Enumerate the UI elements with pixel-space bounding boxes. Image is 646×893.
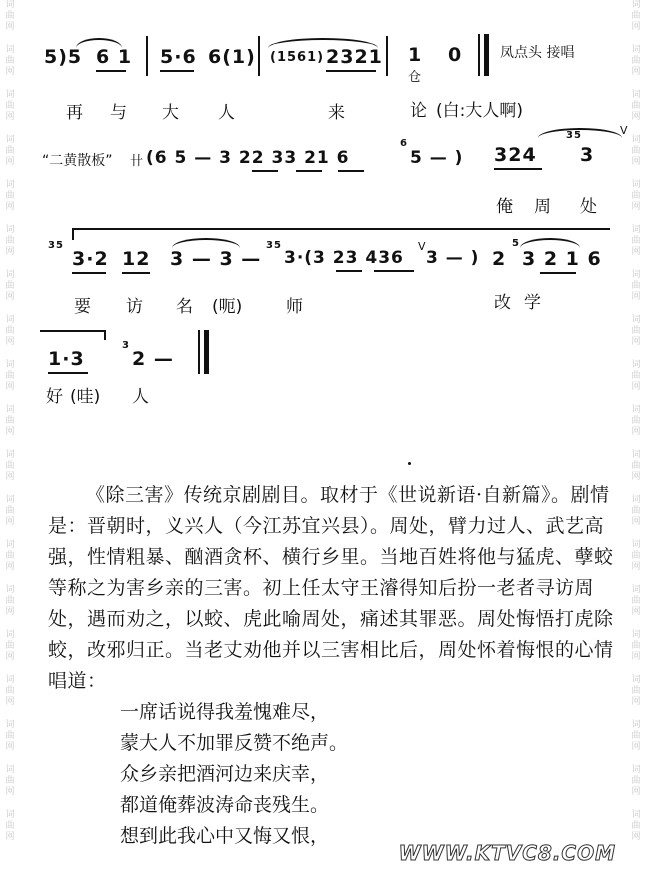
note-group: 3 2 1 6: [522, 248, 602, 270]
watermark-text: 词曲网: [5, 405, 15, 437]
watermark-text: 词曲网: [631, 180, 641, 212]
watermark-text: 词曲网: [5, 360, 15, 392]
note-group: (1561): [270, 50, 325, 65]
watermark-text: 词曲网: [5, 720, 15, 752]
note-group: 3: [580, 144, 595, 166]
lyric: (白:大人啊): [436, 101, 523, 121]
note-group: 5·6: [160, 46, 197, 68]
watermark-text: 词曲网: [631, 495, 641, 527]
watermark-text: 词曲网: [5, 765, 15, 797]
watermark-text: 词曲网: [631, 270, 641, 302]
underline: [374, 270, 414, 272]
underline: [494, 168, 542, 170]
watermark-right: [628, 0, 644, 893]
underline: [48, 372, 88, 374]
bar-line: [386, 36, 388, 76]
watermark-text: 词曲网: [631, 630, 641, 662]
site-url-watermark: WWW.KTVC8.COM: [398, 841, 616, 865]
note-group: 3 — ): [426, 248, 480, 268]
final-bar-line: [484, 34, 489, 76]
lyric: 改: [494, 293, 511, 313]
lyrics-poem: [120, 697, 348, 852]
grace-note: 35: [566, 130, 582, 141]
lyric: 好: [46, 387, 63, 407]
underline: [252, 170, 278, 172]
note-group: 6(1): [208, 46, 256, 68]
note-group: 3·2: [72, 248, 109, 270]
lyric: 周: [534, 197, 551, 217]
paragraph-text: 《除三害》传统京剧剧目。取材于《世说新语·自新篇》。剧情是：晋朝时，义兴人（今江苏宜兴县）。周处，臂力过人、武艺高强，性情粗暴、酗酒贪杯、横行乡里。当地百姓将他与猛虎、孽蛟等称之为害乡亲的三害。初上任太守王濬得知后扮一老者寻访周处，遇而劝之，以蛟、虎此喻周处，痛述其罪恶。周处悔悟打虎除蛟，改邪归正。当老丈劝他并以三害相比后，周处怀着悔恨的心情唱道：: [48, 484, 614, 692]
breath-mark: V: [418, 240, 426, 253]
lyric: 俺: [496, 197, 513, 217]
note-group: 5 — ): [410, 148, 464, 168]
note-group: 324: [494, 144, 537, 166]
performance-label: 凤点头 接唱: [500, 45, 575, 61]
watermark-text: 词曲网: [5, 90, 15, 122]
watermark-text: 词曲网: [631, 675, 641, 707]
poem-line: 一席话说得我羞愧难尽，: [120, 701, 330, 723]
poem-line: 众乡亲把酒河边来庆幸，: [120, 763, 330, 785]
note-group: 0: [448, 44, 463, 66]
final-bar-line: [204, 330, 209, 374]
lyric: 师: [286, 297, 303, 317]
underline: [160, 70, 194, 72]
underline: [296, 170, 322, 172]
lyric: 大: [162, 103, 179, 123]
repeat-bracket-end: [40, 330, 106, 340]
underline: [336, 270, 362, 272]
watermark-text: 词曲网: [5, 45, 15, 77]
watermark-text: 词曲网: [631, 720, 641, 752]
bar-line: [258, 36, 260, 76]
note-group: 2321: [326, 46, 383, 68]
watermark-text: 词曲网: [631, 360, 641, 392]
watermark-text: 词曲网: [631, 810, 641, 842]
watermark-text: 词曲网: [5, 225, 15, 257]
bar-line: [198, 330, 200, 374]
note-group: (6 5 — 3 22 33 21 6: [146, 148, 350, 168]
watermark-text: 词曲网: [631, 225, 641, 257]
lyric: 人: [218, 103, 235, 123]
note-group: 3·(3 23 436: [284, 248, 404, 268]
watermark-text: 词曲网: [631, 45, 641, 77]
poem-line: 想到此我心中又悔又恨，: [120, 825, 330, 847]
grace-note: 35: [48, 240, 64, 251]
note-group: 5)5: [44, 46, 83, 68]
underline: [122, 272, 150, 274]
lyric: 再: [66, 103, 83, 123]
watermark-text: 词曲网: [5, 450, 15, 482]
lyric: 处: [580, 197, 597, 217]
bar-line: [146, 36, 148, 76]
watermark-text: 词曲网: [5, 630, 15, 662]
description-paragraph: [48, 480, 620, 697]
watermark-text: 词曲网: [631, 585, 641, 617]
grace-note: 35: [266, 240, 282, 251]
grace-note: 3: [122, 340, 130, 351]
watermark-text: 词曲网: [5, 135, 15, 167]
watermark-text: 词曲网: [631, 0, 641, 32]
tempo-mark: 卄: [130, 154, 144, 169]
watermark-left: [2, 0, 18, 893]
watermark-text: 词曲网: [631, 450, 641, 482]
repeat-bracket: [72, 228, 610, 240]
note-group: 12: [122, 248, 151, 270]
watermark-text: 词曲网: [631, 90, 641, 122]
watermark-text: 词曲网: [631, 135, 641, 167]
note-group: 2 —: [132, 348, 174, 370]
lyric: 与: [110, 103, 127, 123]
note-group: 1: [408, 44, 423, 66]
lyric: 名: [176, 297, 193, 317]
grace-note: 5: [512, 238, 520, 249]
stray-dot: [408, 462, 411, 465]
grace-note: 6: [400, 138, 408, 149]
watermark-text: 词曲网: [5, 0, 15, 32]
underline: [540, 272, 576, 274]
note-group: 3 — 3 —: [170, 248, 262, 270]
watermark-text: 词曲网: [5, 180, 15, 212]
poem-line: 都道俺葬波涛命丧残生。: [120, 794, 330, 816]
note-group: 1·3: [48, 348, 85, 370]
lyric: (呃): [212, 297, 243, 317]
lyric: 访: [126, 297, 143, 317]
watermark-text: 词曲网: [631, 405, 641, 437]
tune-label: “二黄散板”: [42, 153, 113, 169]
breath-mark: V: [620, 124, 628, 137]
lyric: 要: [74, 297, 91, 317]
percussion-mark: 仓: [408, 70, 422, 85]
underline: [72, 272, 106, 274]
lyric: 人: [132, 387, 149, 407]
underline: [326, 70, 376, 72]
watermark-text: 词曲网: [5, 585, 15, 617]
watermark-text: 词曲网: [5, 495, 15, 527]
watermark-text: 词曲网: [5, 810, 15, 842]
lyric: (哇): [70, 387, 101, 407]
watermark-text: 词曲网: [631, 315, 641, 347]
note-group: 2: [492, 248, 507, 270]
lyric: 学: [524, 293, 541, 313]
lyric: 来: [328, 103, 345, 123]
watermark-text: 词曲网: [5, 270, 15, 302]
bar-line: [478, 34, 480, 76]
underline: [338, 170, 364, 172]
poem-line: 蒙大人不加罪反赞不绝声。: [120, 732, 349, 754]
watermark-text: 词曲网: [5, 540, 15, 572]
watermark-text: 词曲网: [5, 675, 15, 707]
underline: [96, 70, 126, 72]
watermark-text: 词曲网: [631, 765, 641, 797]
lyric: 论: [410, 101, 427, 121]
watermark-text: 词曲网: [631, 540, 641, 572]
watermark-text: 词曲网: [5, 315, 15, 347]
note-group: 6 1: [96, 46, 133, 68]
